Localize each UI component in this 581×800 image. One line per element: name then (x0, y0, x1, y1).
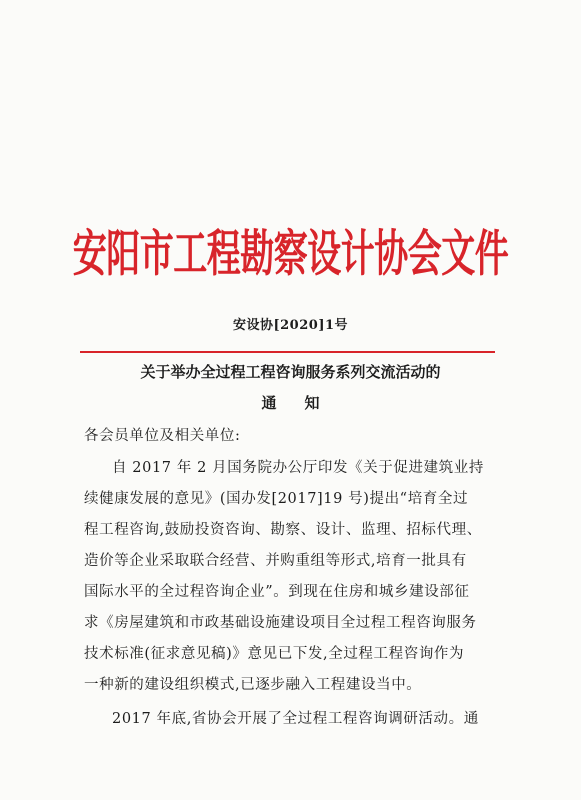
body-line: 一种新的建设组织模式,已逐步融入工程建设当中。 (84, 677, 422, 693)
body-line: 程工程咨询,鼓励投资咨询、勘察、设计、监理、招标代理、 (84, 522, 482, 538)
body-line: 求《房屋建筑和市政基础设施建设项目全过程工程咨询服务 (84, 615, 477, 631)
body-line: 自 2017 年 2 月国务院办公厅印发《关于促进建筑业持 (112, 460, 484, 476)
body-line: 2017 年底,省协会开展了全过程工程咨询调研活动。通 (112, 711, 479, 727)
notice-subtitle: 通知 (261, 394, 348, 412)
body-line: 技术标准(征求意见稿)》意见已下发,全过程工程咨询作为 (84, 646, 465, 662)
notice-title: 关于举办全过程工程咨询服务系列交流活动的 (140, 363, 441, 381)
org-header-title: 安阳市工程勘察设计协会文件 (72, 225, 509, 284)
body-line: 造价等企业采取联合经营、并购重组等形式,培育一批具有 (84, 553, 467, 569)
document-number: 安设协[2020]1号 (232, 318, 349, 333)
red-divider-line (80, 351, 495, 353)
body-line: 国际水平的全过程咨询企业”。到现在住房和城乡建设部征 (84, 584, 470, 600)
body-line: 续健康发展的意见》(国办发[2017]19 号)提出“培育全过 (84, 491, 469, 507)
salutation: 各会员单位及相关单位: (84, 428, 241, 444)
